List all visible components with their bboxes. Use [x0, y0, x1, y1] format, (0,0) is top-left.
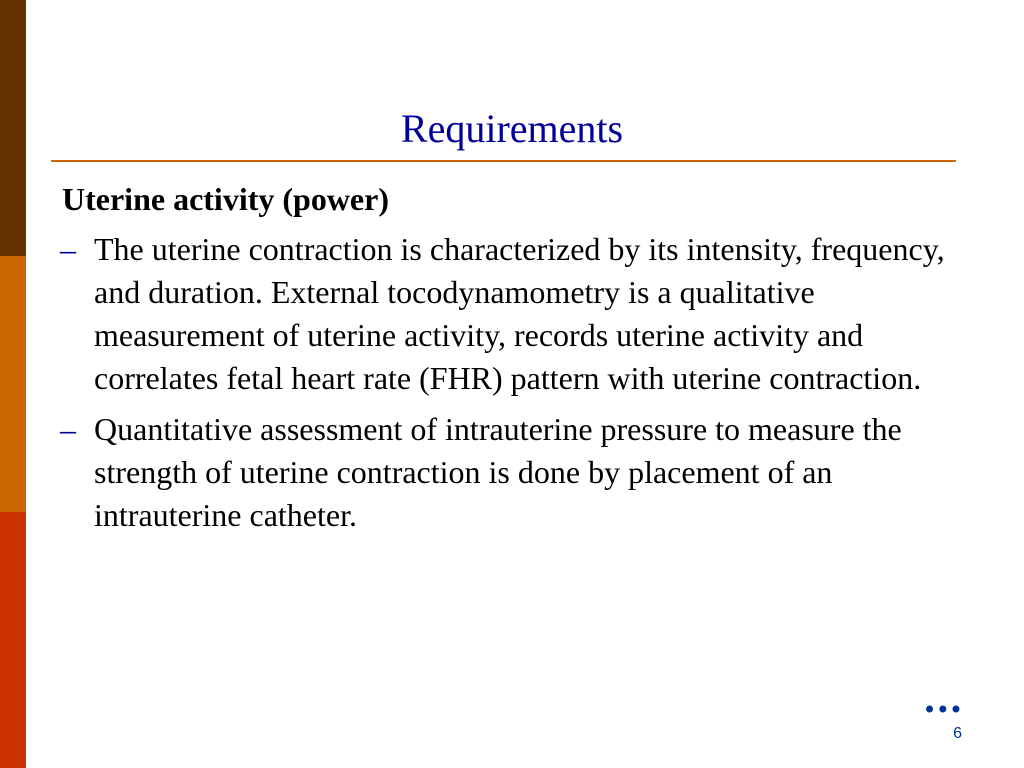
dash-bullet-icon: –: [60, 411, 76, 447]
ellipsis-icon: •••: [922, 696, 962, 724]
sidebar-band-top: [0, 0, 26, 256]
section-heading: Uterine activity (power): [62, 181, 389, 217]
dash-bullet-icon: –: [60, 231, 76, 267]
sidebar-band-bottom: [0, 512, 26, 768]
title-divider: [51, 160, 956, 162]
bullet-item-pressure: [60, 408, 980, 537]
bullet-text: Quantitative assessment of intrauterine pressure to measure the strength of uterine contraction is done by placement of an intrauterine catheter.: [94, 411, 902, 533]
bullet-list: [60, 228, 980, 545]
page-number: 6: [953, 725, 962, 742]
sidebar-band-middle: [0, 256, 26, 512]
bullet-item-contraction: [60, 228, 980, 400]
bullet-text: The uterine contraction is characterized by its intensity, frequency, and duration. External tocodynamometry is a qualitative measurement of uterine activity, records uterine activity and correlates fetal heart rate (FHR) pattern with uterine contraction.: [94, 231, 945, 396]
slide-title: Requirements: [400, 106, 624, 151]
